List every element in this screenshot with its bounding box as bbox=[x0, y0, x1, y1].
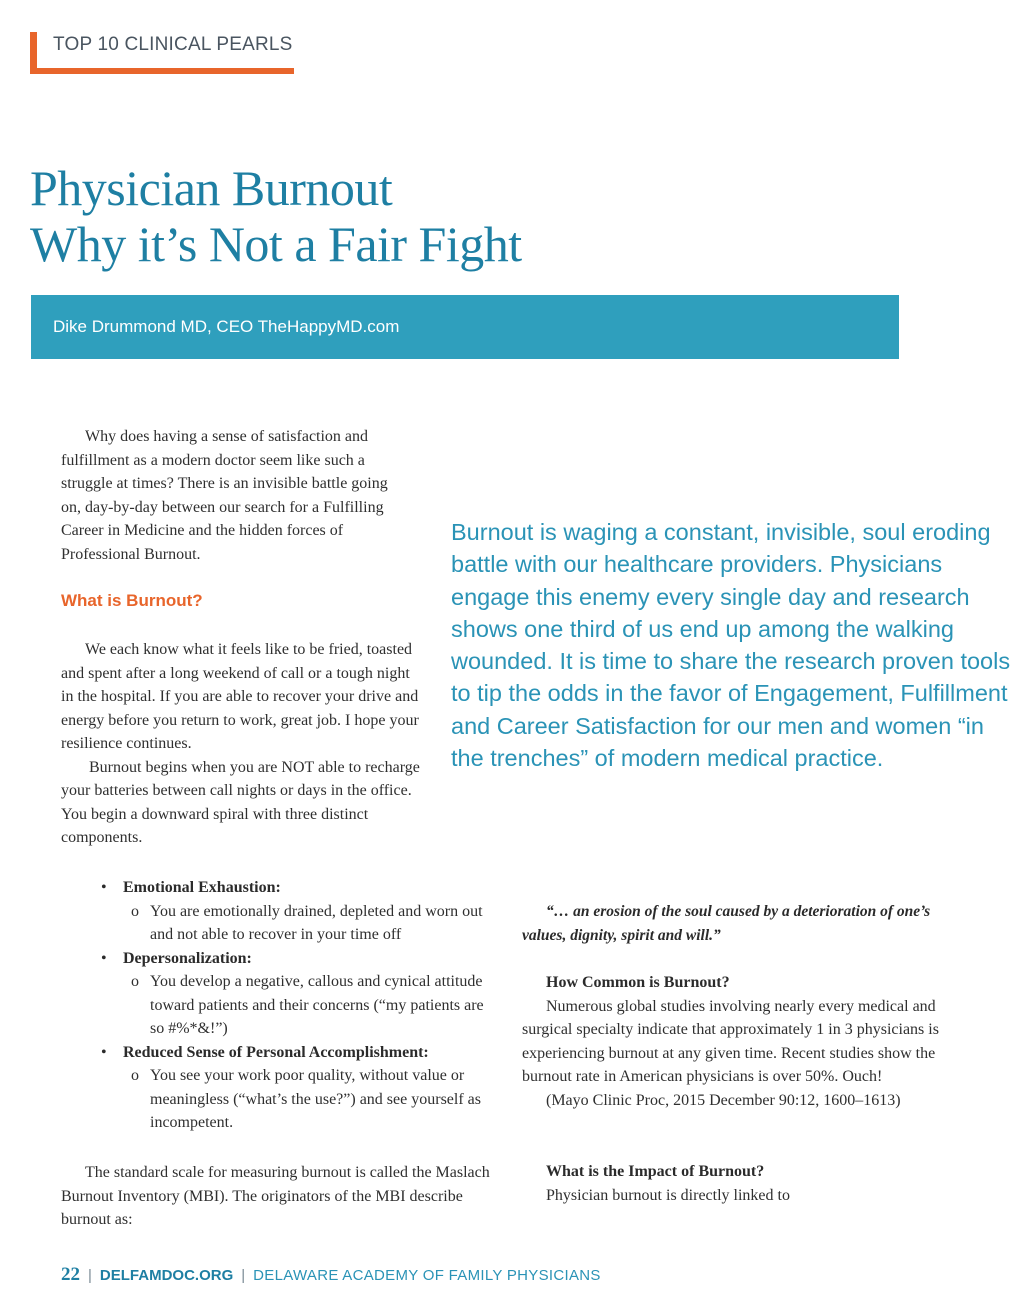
impact-section bbox=[522, 1160, 972, 1207]
section-tag: TOP 10 CLINICAL PEARLS bbox=[53, 34, 293, 55]
impact-paragraph: Physician burnout is directly linked to bbox=[546, 1186, 790, 1204]
mbi-paragraph: The standard scale for measuring burnout is called the Maslach Burnout Inventory (MBI). The originators of the MBI describe burnout as: bbox=[61, 1164, 490, 1228]
how-common-heading: How Common is Burnout? bbox=[546, 974, 730, 991]
page-footer bbox=[61, 1264, 601, 1286]
what-is-burnout-body bbox=[61, 638, 423, 850]
footer-site-link[interactable]: DELFAMDOC.ORG bbox=[99, 1267, 234, 1284]
burnout-components-list bbox=[61, 876, 501, 1135]
page-number: 22 bbox=[61, 1264, 80, 1285]
author-byline: Dike Drummond MD, CEO TheHappyMD.com bbox=[53, 317, 400, 336]
how-common-paragraph: Numerous global studies involving nearly every medical and surgical specialty indicate that approximately 1 in 3 physicians is experiencing burnout at any given time. Recent studies show the burnout rate in American physicians is over 50%. Ouch! bbox=[522, 997, 939, 1085]
title-line-2: Why it’s Not a Fair Fight bbox=[30, 216, 522, 272]
circle-bullet-icon: o bbox=[131, 902, 139, 920]
article-title bbox=[30, 160, 790, 272]
component-title: Depersonalization: bbox=[123, 949, 252, 967]
title-line-1: Physician Burnout bbox=[30, 160, 393, 216]
footer-separator: | bbox=[88, 1267, 92, 1284]
mbi-quote-line-1: “… an erosion of the soul caused by a deterioration of one’s bbox=[546, 903, 931, 920]
list-item bbox=[61, 947, 501, 971]
pull-quote: Burnout is waging a constant, invisible, soul eroding battle with our healthcare providers. Physicians engage this enemy every single day and research shows one third of us end up among the walking wounded. It is time to share the research proven tools to tip the odds in the favor of Engagement, Fulfillment and Career Satisfaction for our men and women “in the trenches” of modern medical practice. bbox=[451, 519, 1011, 772]
component-detail: You are emotionally drained, depleted and worn out and not able to recover in your time off bbox=[150, 902, 483, 943]
list-subitem bbox=[61, 970, 501, 1041]
footer-separator: | bbox=[241, 1267, 246, 1284]
component-detail: You see your work poor quality, without value or meaningless (“what’s the use?”) and see yourself as incompetent. bbox=[150, 1067, 481, 1131]
circle-bullet-icon: o bbox=[131, 1067, 139, 1084]
bullet-icon: • bbox=[101, 949, 107, 967]
how-common-section bbox=[522, 971, 972, 1112]
how-common-citation: (Mayo Clinic Proc, 2015 December 90:12, 1600–1613) bbox=[546, 1091, 901, 1109]
bullet-icon: • bbox=[101, 1043, 107, 1061]
impact-heading: What is the Impact of Burnout? bbox=[546, 1163, 765, 1180]
mbi-quote bbox=[522, 900, 982, 947]
footer-organization: DELAWARE ACADEMY OF FAMILY PHYSICIANS bbox=[253, 1267, 601, 1284]
circle-bullet-icon: o bbox=[131, 973, 139, 990]
list-item bbox=[61, 876, 501, 900]
intro-paragraph: Why does having a sense of satisfaction and fulfillment as a modern doctor seem like such a struggle at times? There is an invisible battle going on, day-by-day between our search for a Fulfilling Career in Medicine and the hidden forces of Professional Burnout. bbox=[61, 428, 388, 563]
what-is-paragraph-2: Burnout begins when you are NOT able to recharge your batteries between call nights or days in the office. You begin a downward spiral with three distinct components. bbox=[61, 758, 420, 846]
what-is-paragraph-1: We each know what it feels like to be fried, toasted and spent after a long weekend of call or a tough night in the hospital. If you are able to recover your drive and energy before you return to work, great job. I hope your resilience continues. bbox=[61, 641, 419, 752]
component-title: Emotional Exhaustion: bbox=[123, 879, 281, 896]
mbi-quote-line-2: values, dignity, spirit and will.” bbox=[522, 926, 721, 944]
list-item bbox=[61, 1041, 501, 1065]
component-detail: You develop a negative, callous and cynical attitude toward patients and their concerns (“my patients are so #%*&!”) bbox=[150, 973, 484, 1037]
list-subitem bbox=[61, 1064, 501, 1135]
section-tag-rule bbox=[30, 68, 294, 74]
bullet-icon: • bbox=[101, 879, 107, 896]
list-subitem bbox=[61, 900, 501, 947]
what-is-burnout-heading: What is Burnout? bbox=[61, 591, 203, 610]
component-title: Reduced Sense of Personal Accomplishment: bbox=[123, 1043, 429, 1061]
